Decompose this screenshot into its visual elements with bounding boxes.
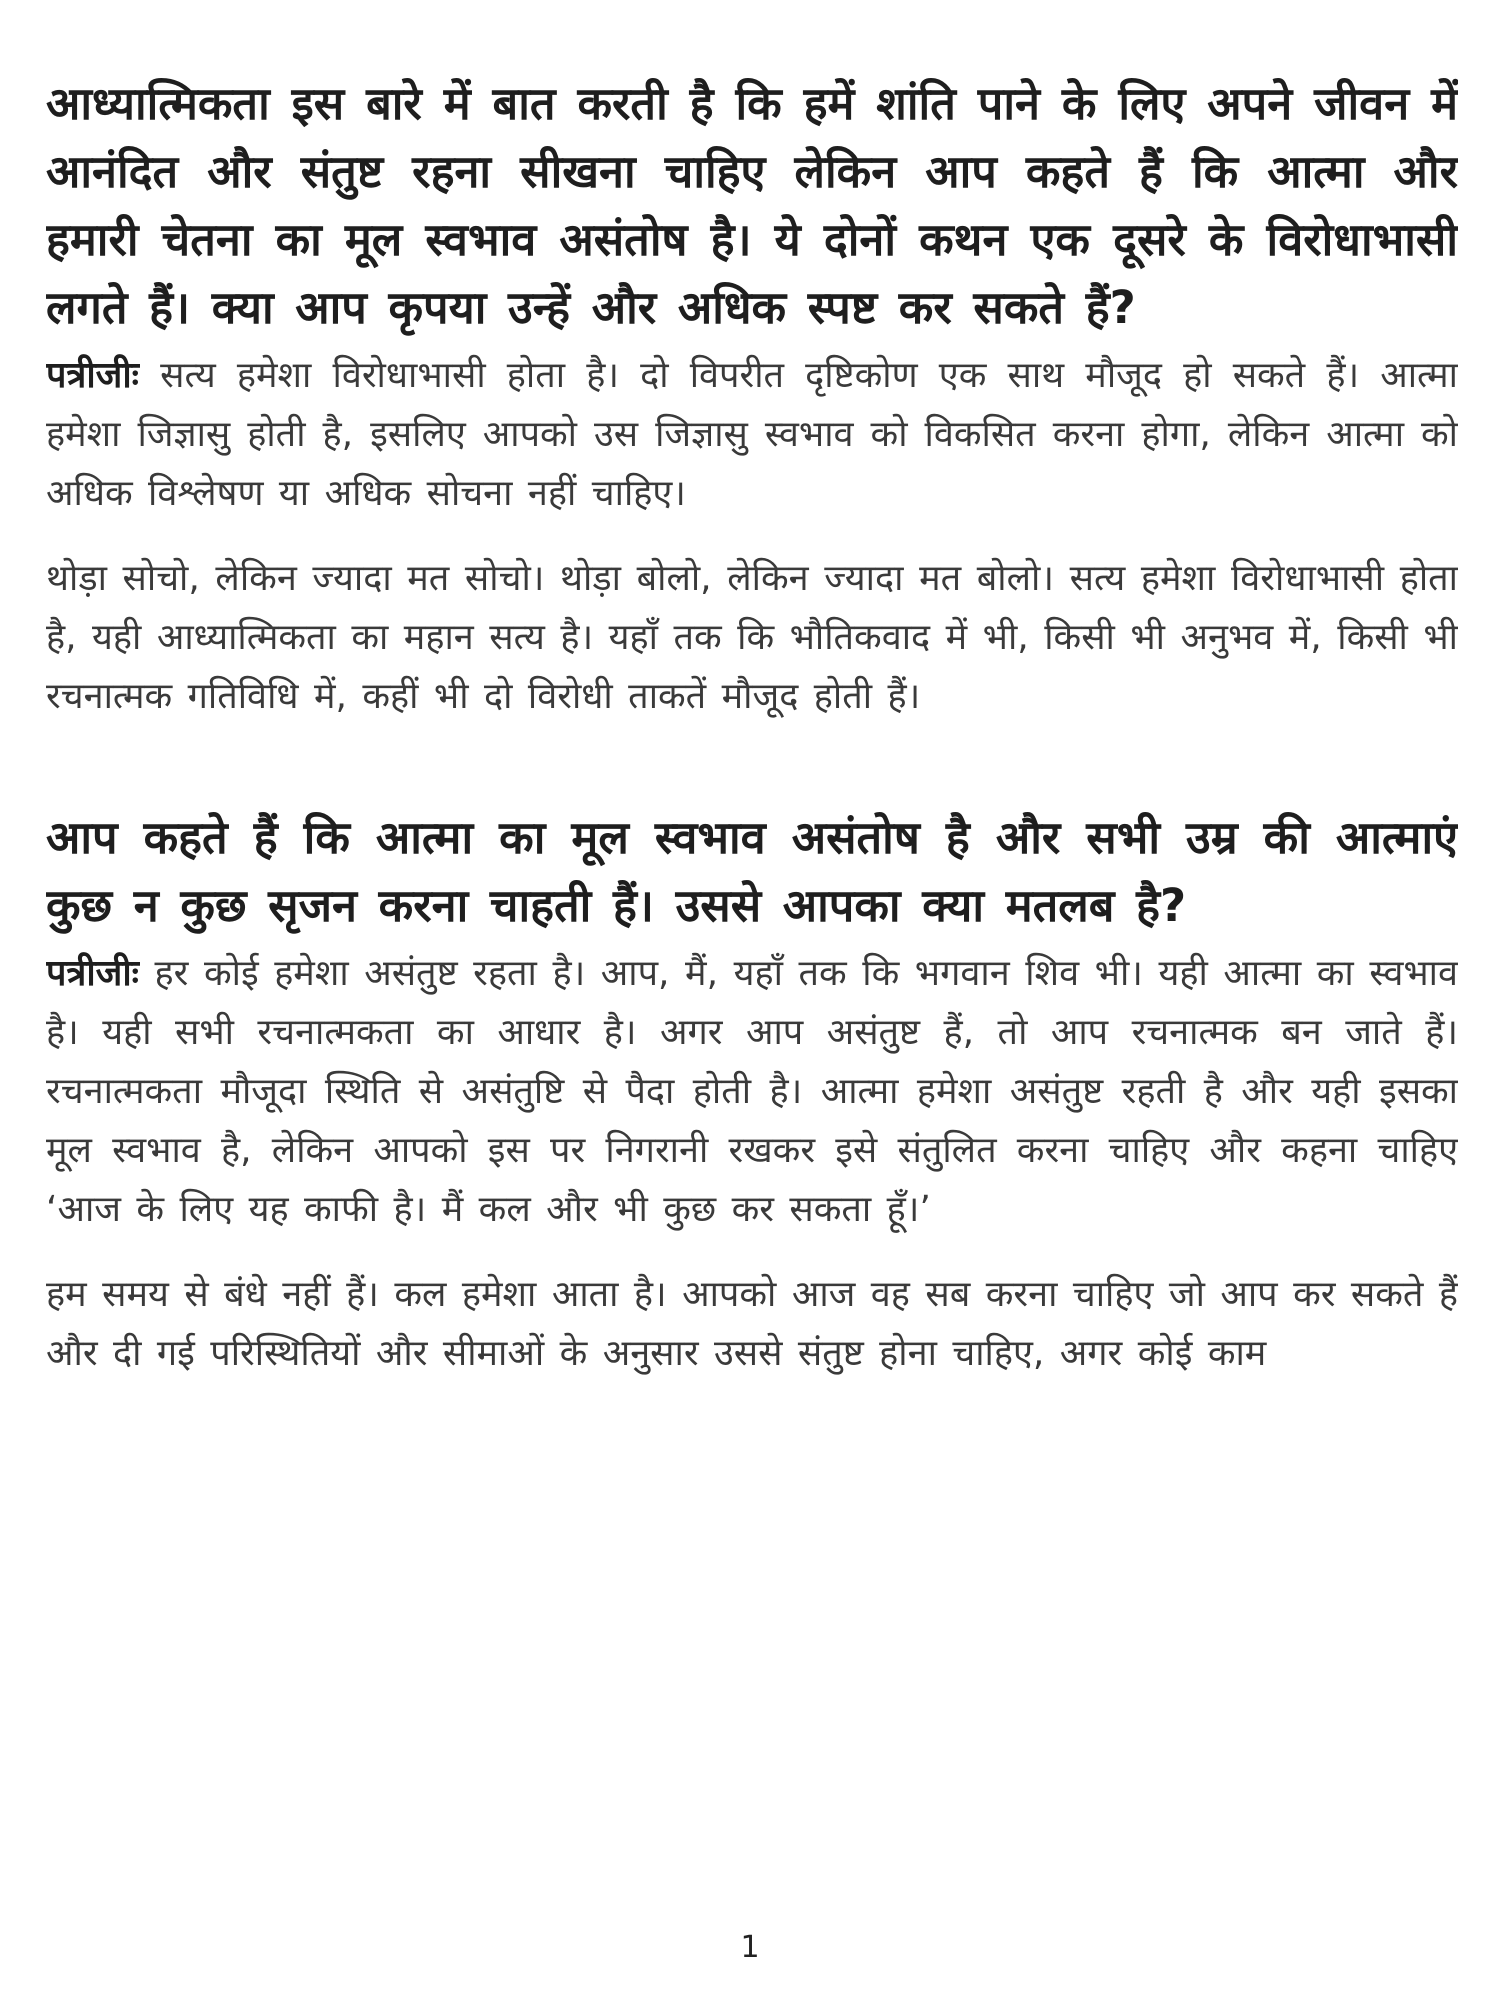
- speaker-label: पत्रीजीः: [46, 953, 139, 994]
- answer-1-text: सत्य हमेशा विरोधाभासी होता है। दो विपरीत दृष्टिकोण एक साथ मौजूद हो सकते हैं। आत्मा हमेशा जिज्ञासु होती है, इसलिए आपको उस जिज्ञासु स्वभाव को विकसित करना होगा, लेकिन आत्मा को अधिक विश्लेषण या अधिक सोचना नहीं चाहिए।: [46, 355, 1458, 514]
- document-page: [46, 70, 1458, 1950]
- answer-2-text: हर कोई हमेशा असंतुष्ट रहता है। आप, मैं, यहाँ तक कि भगवान शिव भी। यही आत्मा का स्वभाव है। यही सभी रचनात्मकता का आधार है। अगर आप असंतुष्ट हैं, तो आप रचनात्मक बन जाते हैं। रचनात्मकता मौजूदा स्थिति से असंतुष्टि से पैदा होती है। आत्मा हमेशा असंतुष्ट रहती है और यही इसका मूल स्वभाव है, लेकिन आपको इस पर निगरानी रखकर इसे संतुलित करना चाहिए और कहना चाहिए ‘आज के लिए यह काफी है। मैं कल और भी कुछ कर सकता हूँ।’: [46, 953, 1458, 1230]
- question-1: आध्यात्मिकता इस बारे में बात करती है कि हमें शांति पाने के लिए अपने जीवन में आनंदित और संतुष्ट रहना सीखना चाहिए लेकिन आप कहते हैं कि आत्मा और हमारी चेतना का मूल स्वभाव असंतोष है। ये दोनों कथन एक दूसरे के विरोधाभासी लगते हैं। क्या आप कृपया उन्हें और अधिक स्पष्ट कर सकते हैं?: [46, 77, 1458, 334]
- answer-1-continuation: थोड़ा सोचो, लेकिन ज्यादा मत सोचो। थोड़ा बोलो, लेकिन ज्यादा मत बोलो। सत्य हमेशा विरोधाभासी होता है, यही आध्यात्मिकता का महान सत्य है। यहाँ तक कि भौतिकवाद में भी, किसी भी अनुभव में, किसी भी रचनात्मक गतिविधि में, कहीं भी दो विरोधी ताकतें मौजूद होती हैं।: [46, 558, 1458, 717]
- question-2: आप कहते हैं कि आत्मा का मूल स्वभाव असंतोष है और सभी उम्र की आत्माएं कुछ न कुछ सृजन करना चाहती हैं। उससे आपका क्या मतलब है?: [46, 811, 1458, 932]
- answer-2-continuation: हम समय से बंधे नहीं हैं। कल हमेशा आता है। आपको आज वह सब करना चाहिए जो आप कर सकते हैं और दी गई परिस्थितियों और सीमाओं के अनुसार उससे संतुष्ट होना चाहिए, अगर कोई काम: [46, 1274, 1458, 1374]
- page-number: 1: [740, 1930, 760, 1965]
- answer-1: [46, 346, 1458, 523]
- speaker-label: पत्रीजीः: [46, 355, 139, 396]
- answer-2: [46, 944, 1458, 1239]
